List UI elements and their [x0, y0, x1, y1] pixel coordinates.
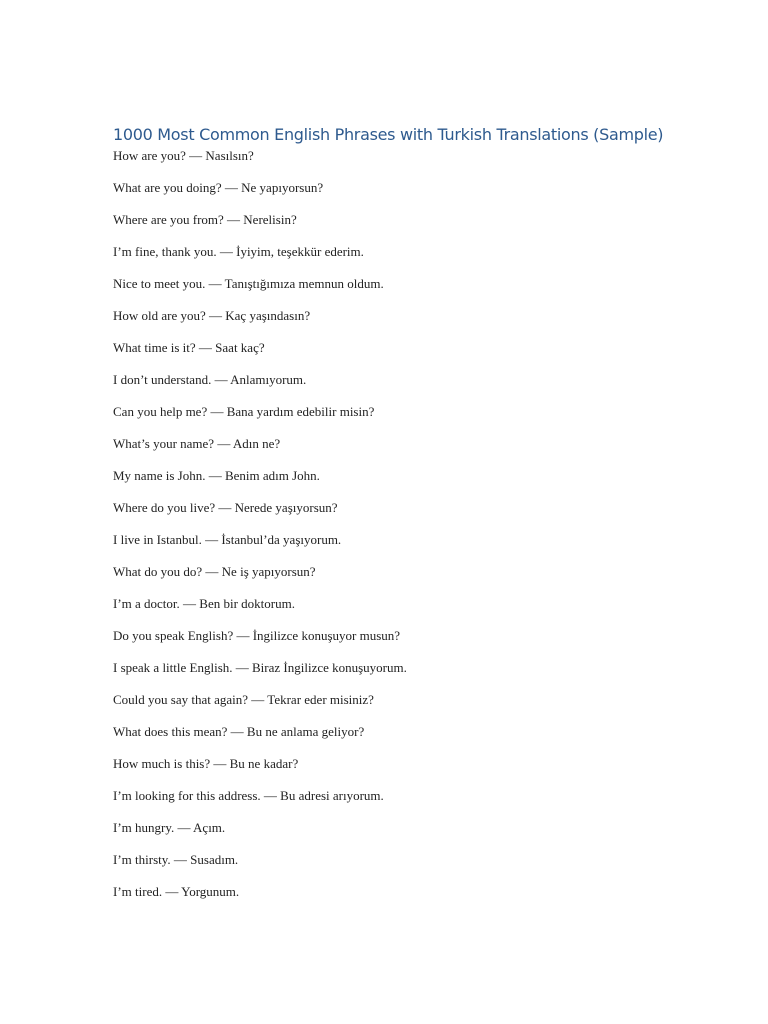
document-title: 1000 Most Common English Phrases with Turkish Translations (Sample) — [113, 125, 664, 144]
phrase-line: I live in Istanbul. — İstanbul’da yaşıyorum. — [113, 532, 342, 547]
phrase-line: I’m thirsty. — Susadım. — [113, 852, 239, 867]
phrase-line: I’m hungry. — Açım. — [113, 820, 226, 835]
phrase-line: Can you help me? — Bana yardım edebilir misin? — [113, 404, 375, 419]
phrase-line: My name is John. — Benim adım John. — [113, 468, 320, 483]
phrase-line: I’m tired. — Yorgunum. — [113, 884, 240, 899]
phrase-line: I’m fine, thank you. — İyiyim, teşekkür ederim. — [113, 244, 364, 259]
phrase-line: What time is it? — Saat kaç? — [113, 340, 265, 355]
phrase-line: What are you doing? — Ne yapıyorsun? — [113, 180, 324, 195]
document-body — [113, 124, 733, 916]
phrase-line: Could you say that again? — Tekrar eder misiniz? — [113, 692, 374, 707]
phrase-line: Do you speak English? — İngilizce konuşuyor musun? — [113, 628, 401, 643]
phrase-line: What does this mean? — Bu ne anlama geliyor? — [113, 724, 365, 739]
phrase-line: I speak a little English. — Biraz İngilizce konuşuyorum. — [113, 660, 407, 675]
phrase-line: I’m a doctor. — Ben bir doktorum. — [113, 596, 295, 611]
phrase-line: Nice to meet you. — Tanıştığımıza memnun oldum. — [113, 276, 384, 291]
phrase-line: How are you? — Nasılsın? — [113, 148, 254, 163]
phrase-line: Where do you live? — Nerede yaşıyorsun? — [113, 500, 338, 515]
phrase-line: Where are you from? — Nerelisin? — [113, 212, 297, 227]
phrase-list — [113, 148, 733, 900]
phrase-line: What’s your name? — Adın ne? — [113, 436, 281, 451]
phrase-line: I don’t understand. — Anlamıyorum. — [113, 372, 307, 387]
phrase-line: How old are you? — Kaç yaşındasın? — [113, 308, 311, 323]
phrase-line: What do you do? — Ne iş yapıyorsun? — [113, 564, 316, 579]
phrase-line: I’m looking for this address. — Bu adresi arıyorum. — [113, 788, 384, 803]
phrase-line: How much is this? — Bu ne kadar? — [113, 756, 299, 771]
